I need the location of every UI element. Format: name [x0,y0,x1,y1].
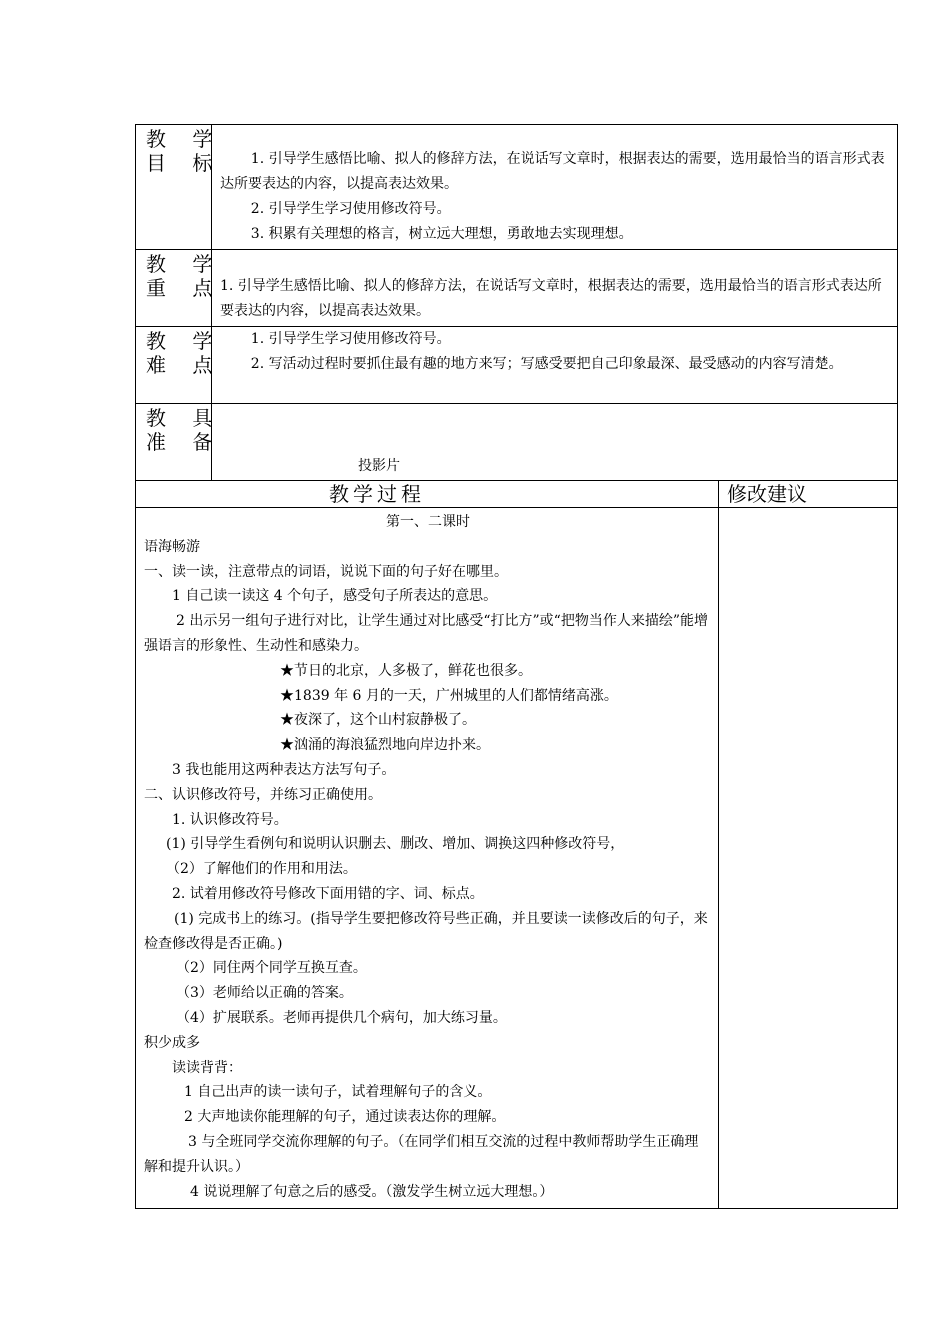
tools-text: 投影片 [358,458,400,474]
goals-label: 教 学 目 标 [136,125,212,250]
process-row [136,508,898,1209]
process-item: （2）同住两个同学互换互查。 [176,960,367,977]
process-item: （4）扩展联系。老师再提供几个病句，加大练习量。 [176,1009,507,1026]
process-item: 2. 试着用修改符号修改下面用错的字、词、标点。 [172,885,484,902]
key-point: 1. 引导学生感悟比喻、拟人的修辞方法，在说话写文章时，根据表达的需要，选用最恰当的语言形式表达所要表达的内容，以提高表达效果。 [220,278,882,319]
process-item: （3）老师给以正确的答案。 [176,985,353,1002]
example-sentence: ★汹涌的海浪猛烈地向岸边扑来。 [280,737,490,754]
difficulty-row [136,327,898,404]
lesson-plan-page [135,124,897,1209]
process-item: (1) 完成书上的练习。(指导学生要把修改符号些正确，并且要读一读修改后的句子，来检查修改得是否正确。) [144,910,708,952]
process-item: 1. 认识修改符号。 [172,811,288,828]
section-title: 积少成多 [144,1034,200,1051]
lesson-plan-table [135,124,898,1209]
process-item: 读读背背： [172,1059,242,1076]
process-item: （2）了解他们的作用和用法。 [166,861,357,878]
example-sentence: ★1839 年 6 月的一天，广州城里的人们都情绪高涨。 [280,687,618,704]
goal-3: 3. 积累有关理想的格言，树立远大理想，勇敢地去实现理想。 [250,226,633,242]
process-item: 2 大声地读你能理解的句子，通过读表达你的理解。 [184,1109,506,1126]
process-item: 一、读一读，注意带点的词语，说说下面的句子好在哪里。 [144,563,508,580]
suggestion-header: 修改建议 [719,481,898,508]
difficulty-content [212,327,898,404]
process-item: (1) 引导学生看例句和说明认识删去、删改、增加、调换这四种修改符号， [166,836,625,853]
example-sentence: ★节日的北京，人多极了，鲜花也很多。 [280,662,532,679]
process-item: 3 与全班同学交流你理解的句子。（在同学们相互交流的过程中教师帮助学生正确理解和提升认识。） [144,1133,699,1175]
difficulty-1: 1. 引导学生学习使用修改符号。 [250,331,451,347]
tools-content [212,404,898,481]
difficulty-label: 教 学 难 点 [136,327,212,404]
suggestion-content [719,508,898,1209]
goals-row [136,125,898,250]
key-content [212,250,898,327]
goal-2: 2. 引导学生学习使用修改符号。 [250,201,451,217]
process-item: 二、认识修改符号，并练习正确使用。 [144,786,382,803]
lesson-title: 第一、二课时 [386,514,470,530]
process-item: 2 出示另一组句子进行对比，让学生通过对比感受“打比方”或“把物当作人来描绘”能增强语言的形象性、生动性和感染力。 [144,613,708,654]
tools-row [136,404,898,481]
goals-content [212,125,898,250]
difficulty-2: 2. 写活动过程时要抓住最有趣的地方来写；写感受要把自己印象最深、最受感动的内容写清楚。 [250,356,843,372]
example-sentence: ★夜深了，这个山村寂静极了。 [280,712,476,729]
process-item: 4 说说理解了句意之后的感受。（激发学生树立远大理想。） [190,1183,554,1200]
process-item: 1 自己出声的读一读句子，试着理解句子的含义。 [184,1084,492,1101]
process-header: 教学过程 [136,481,719,508]
tools-label: 教 具 准 备 [136,404,212,481]
key-row [136,250,898,327]
key-label: 教 学 重 点 [136,250,212,327]
section-title: 语海畅游 [144,538,200,555]
goal-1: 1. 引导学生感悟比喻、拟人的修辞方法，在说话写文章时，根据表达的需要，选用最恰当的语言形式表达所要表达的内容，以提高表达效果。 [220,151,885,192]
process-content [136,508,719,1209]
process-item: 3 我也能用这两种表达方法写句子。 [172,761,396,778]
process-item: 1 自己读一读这 4 个句子，感受句子所表达的意思。 [172,588,498,605]
header-row [136,481,898,508]
